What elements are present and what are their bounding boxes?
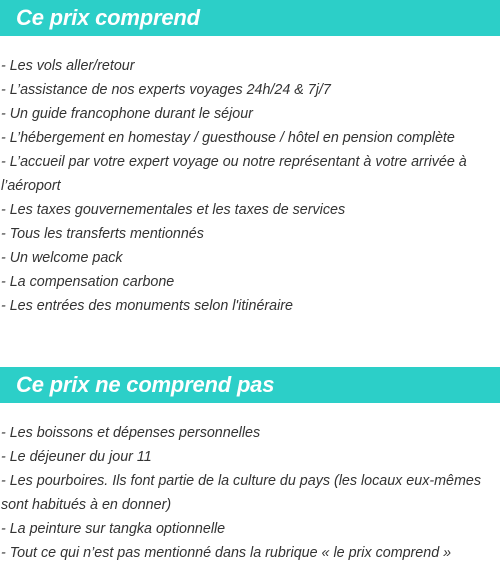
list-item: - Le déjeuner du jour 11 [1,449,152,465]
list-item: - L’assistance de nos experts voyages 24h/24 & 7j/7 [1,82,331,98]
list-item: - Les taxes gouvernementales et les taxes de services [1,202,346,218]
section-title-excludes: Ce prix ne comprend pas [0,367,500,403]
list-item: - Tout ce qui n’est pas mentionné dans la rubrique « le prix comprend » [1,545,452,561]
list-item: - Les pourboires. Ils font partie de la culture du pays (les locaux eux-mêmes sont habitués à en donner) [1,473,481,513]
list-item: - L’accueil par votre expert voyage ou notre représentant à votre arrivée à l’aéroport [1,154,467,194]
included-items-list [1,54,499,318]
list-item: - L’hébergement en homestay / guesthouse / hôtel en pension complète [1,130,455,146]
list-item: - Les entrées des monuments selon l'itinéraire [1,298,293,314]
list-item: - Tous les transferts mentionnés [1,226,204,242]
excluded-items-list [1,421,499,565]
list-item: - Les vols aller/retour [1,58,135,74]
list-item: - Un guide francophone durant le séjour [1,106,253,122]
list-item: - Les boissons et dépenses personnelles [1,425,261,441]
list-item: - Un welcome pack [1,250,123,266]
section-title-includes: Ce prix comprend [0,0,500,36]
list-item: - La compensation carbone [1,274,175,290]
list-item: - La peinture sur tangka optionnelle [1,521,226,537]
